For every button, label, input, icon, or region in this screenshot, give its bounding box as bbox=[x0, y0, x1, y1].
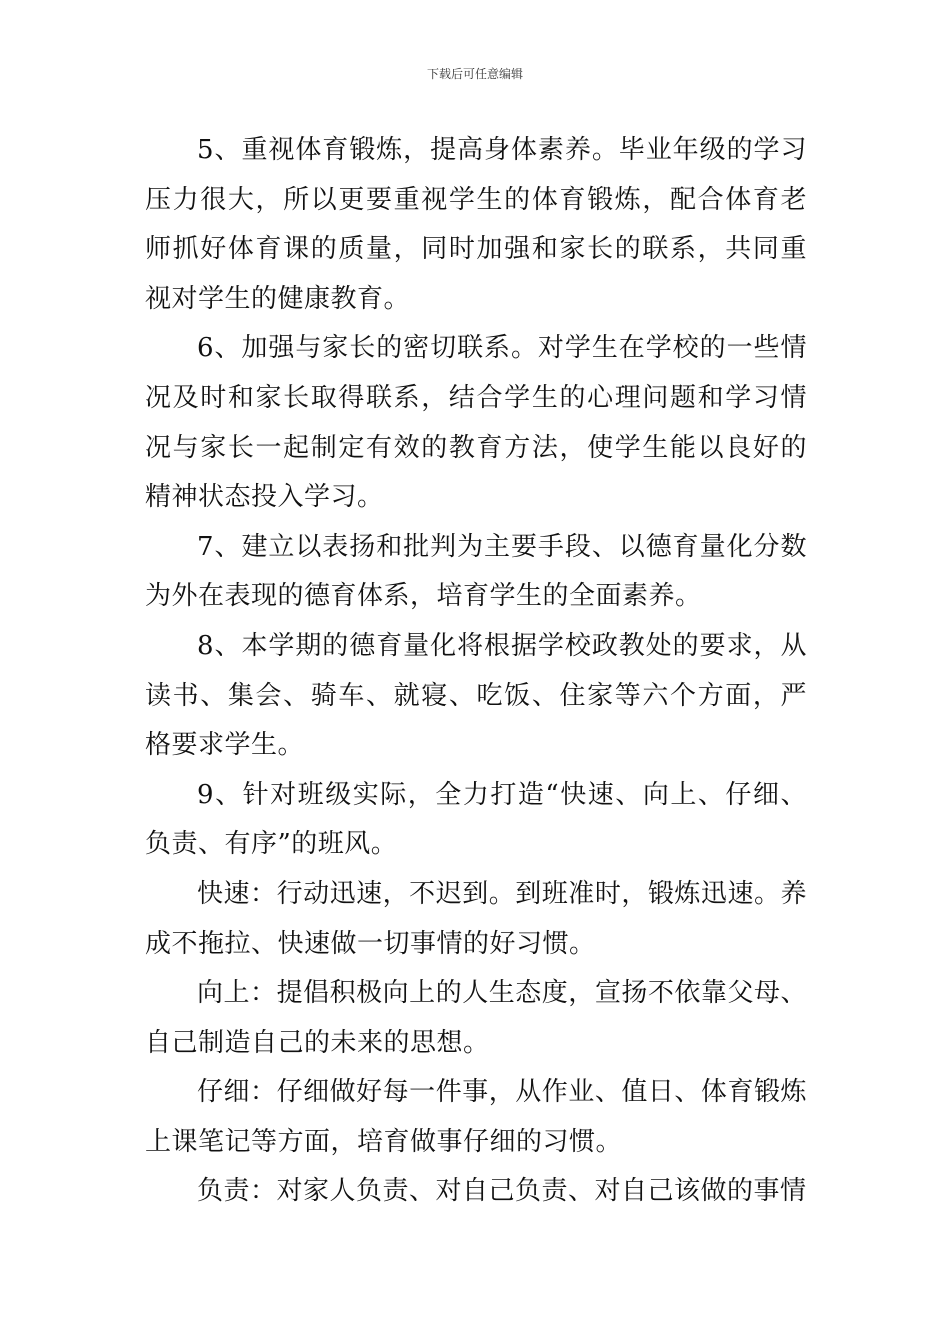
paragraph-zixi: 仔细：仔细做好每一件事，从作业、值日、体育锻炼上课笔记等方面，培育做事仔细的习惯。 bbox=[145, 1077, 807, 1157]
paragraph-item-5: 5、重视体育锻炼，提高身体素养。毕业年级的学习压力很大，所以更要重视学生的体育锻炼，配合体育老师抓好体育课的质量，同时加强和家长的联系，共同重视对学生的健康教育。 bbox=[145, 135, 807, 314]
paragraph-xiangshang: 向上：提倡积极向上的人生态度，宣扬不依靠父母、自己制造自己的未来的思想。 bbox=[145, 978, 807, 1058]
paragraph-item-8: 8、本学期的德育量化将根据学校政教处的要求，从读书、集会、骑车、就寝、吃饭、住家等六个方面，严格要求学生。 bbox=[145, 630, 807, 761]
paragraph-item-6: 6、加强与家长的密切联系。对学生在学校的一些情况及时和家长取得联系，结合学生的心理问题和学习情况与家长一起制定有效的教育方法，使学生能以良好的精神状态投入学习。 bbox=[145, 333, 807, 513]
paragraph-kuaisu: 快速：行动迅速，不迟到。到班准时，锻炼迅速。养成不拖拉、快速做一切事情的好习惯。 bbox=[145, 878, 807, 959]
paragraph-fuze: 负责：对家人负责、对自己负责、对自己该做的事情 bbox=[197, 1176, 807, 1207]
document-body bbox=[145, 126, 807, 1217]
paragraph-item-9: 9、针对班级实际，全力打造“快速、向上、仔细、负责、有序”的班风。 bbox=[145, 779, 807, 860]
paragraph-item-7: 7、建立以表扬和批判为主要手段、以德育量化分数为外在表现的德育体系，培育学生的全面素养。 bbox=[145, 531, 807, 612]
page-header: 下载后可任意编辑 bbox=[426, 67, 523, 81]
